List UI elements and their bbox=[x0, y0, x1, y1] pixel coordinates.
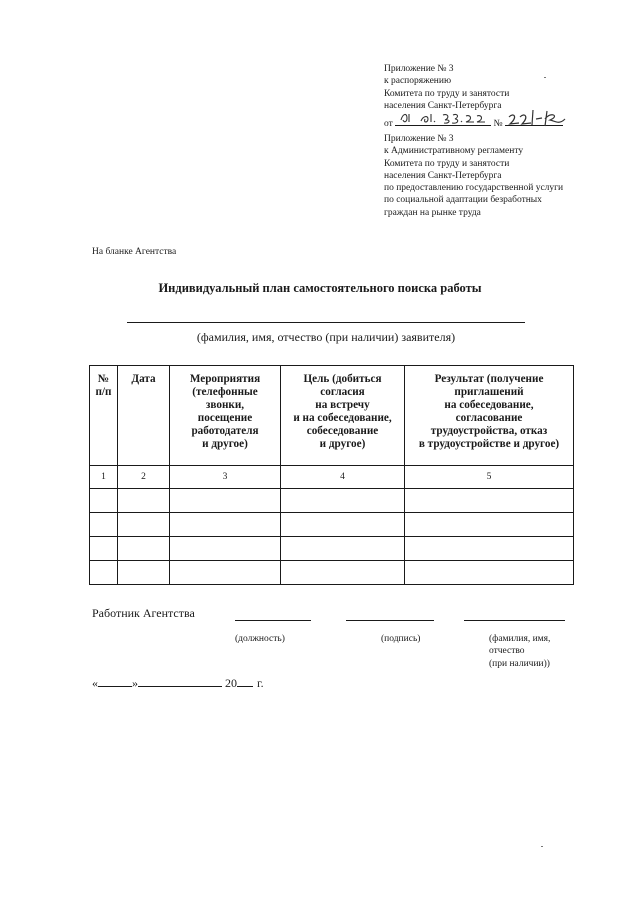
table-cell[interactable] bbox=[170, 489, 281, 513]
annex-regulation-line-3: Комитета по труду и занятости bbox=[384, 158, 510, 169]
annex-order-header bbox=[384, 63, 563, 130]
order-number-field bbox=[505, 114, 563, 126]
year-field[interactable] bbox=[237, 676, 253, 687]
handwritten-number-mark bbox=[505, 107, 567, 129]
agency-employee-label: Работник Агентства bbox=[92, 606, 195, 620]
header-date-text: Дата bbox=[131, 373, 156, 385]
scan-speck bbox=[541, 846, 543, 847]
year-suffix: г. bbox=[257, 676, 264, 690]
from-label: от bbox=[384, 119, 393, 130]
number-label: № bbox=[493, 119, 503, 130]
year-prefix: 20 bbox=[225, 676, 237, 690]
table-cell[interactable] bbox=[405, 489, 574, 513]
header-result bbox=[405, 366, 574, 466]
date-open-quote: « bbox=[92, 676, 98, 690]
column-number-4: 4 bbox=[281, 466, 405, 489]
table-row bbox=[90, 561, 574, 585]
table-row bbox=[90, 513, 574, 537]
annex-regulation-line-5: по предоставлению государственной услуги bbox=[384, 183, 564, 194]
order-date-field bbox=[395, 114, 491, 126]
date-close-quote: » bbox=[132, 676, 138, 690]
signature-line[interactable] bbox=[346, 620, 434, 621]
fio-caption: (фамилия, имя, отчество (при наличии)) bbox=[489, 634, 551, 669]
annex-order-date-number-row bbox=[384, 114, 563, 130]
annex-order-line-3: Комитета по труду и занятости bbox=[384, 88, 510, 99]
table-header-row bbox=[90, 366, 574, 466]
page-title: Индивидуальный план самостоятельного поиска работы bbox=[158, 281, 482, 295]
table-cell[interactable] bbox=[405, 537, 574, 561]
table-cell[interactable] bbox=[170, 537, 281, 561]
table-cell[interactable] bbox=[118, 537, 170, 561]
fio-line[interactable] bbox=[464, 620, 565, 621]
table-cell[interactable] bbox=[170, 561, 281, 585]
table-cell[interactable] bbox=[405, 513, 574, 537]
annex-regulation-line-1: Приложение № 3 bbox=[384, 134, 454, 144]
header-date bbox=[118, 366, 170, 466]
table-cell[interactable] bbox=[118, 561, 170, 585]
scan-speck bbox=[544, 77, 546, 78]
header-number bbox=[90, 366, 118, 466]
header-number-text: № п/п bbox=[95, 373, 112, 398]
date-line bbox=[92, 676, 264, 691]
table-cell[interactable] bbox=[118, 489, 170, 513]
table-row bbox=[90, 489, 574, 513]
table-cell[interactable] bbox=[90, 489, 118, 513]
applicant-name-caption: (фамилия, имя, отчество (при наличии) заявителя) bbox=[196, 330, 456, 344]
annex-regulation-header bbox=[384, 133, 563, 219]
day-field[interactable] bbox=[98, 676, 132, 687]
position-caption: (должность) bbox=[235, 634, 285, 644]
annex-regulation-line-2: к Административному регламенту bbox=[384, 146, 524, 157]
header-activities-text: Мероприятия (телефонные звонки, посещение работодателя и другое) bbox=[189, 373, 261, 450]
column-number-row bbox=[90, 466, 574, 489]
table-cell[interactable] bbox=[281, 561, 405, 585]
column-number-2: 2 bbox=[118, 466, 170, 489]
table-cell[interactable] bbox=[281, 513, 405, 537]
table-cell[interactable] bbox=[90, 561, 118, 585]
annex-order-line-1: Приложение № 3 bbox=[384, 64, 454, 74]
table-row bbox=[90, 537, 574, 561]
annex-regulation-line-4: населения Санкт-Петербурга bbox=[384, 170, 502, 181]
applicant-name-line bbox=[127, 322, 525, 323]
signature-caption: (подпись) bbox=[381, 634, 421, 644]
letterhead-note: На бланке Агентства bbox=[92, 247, 177, 257]
job-search-plan-table bbox=[89, 365, 574, 585]
header-activities bbox=[170, 366, 281, 466]
table-cell[interactable] bbox=[90, 513, 118, 537]
annex-order-line-4: населения Санкт-Петербурга bbox=[384, 100, 502, 111]
header-goal-text: Цель (добиться согласия на встречу и на собеседование, собеседование и другое) bbox=[293, 373, 392, 450]
handwritten-date-mark bbox=[395, 107, 491, 125]
annex-order-line-2: к распоряжению bbox=[384, 76, 452, 87]
position-line[interactable] bbox=[235, 620, 311, 621]
header-result-text: Результат (получение приглашений на собеседование, согласование трудоустройства, отказ в трудоустройстве и другое) bbox=[418, 373, 560, 450]
table-cell[interactable] bbox=[170, 513, 281, 537]
table-cell[interactable] bbox=[405, 561, 574, 585]
table-cell[interactable] bbox=[90, 537, 118, 561]
column-number-3: 3 bbox=[170, 466, 281, 489]
header-goal bbox=[281, 366, 405, 466]
annex-regulation-line-6: по социальной адаптации безработных bbox=[384, 195, 542, 206]
column-number-1: 1 bbox=[90, 466, 118, 489]
table-cell[interactable] bbox=[281, 537, 405, 561]
annex-regulation-line-7: граждан на рынке труда bbox=[384, 207, 481, 218]
table-cell[interactable] bbox=[118, 513, 170, 537]
column-number-5: 5 bbox=[405, 466, 574, 489]
month-field[interactable] bbox=[138, 676, 222, 687]
table-cell[interactable] bbox=[281, 489, 405, 513]
